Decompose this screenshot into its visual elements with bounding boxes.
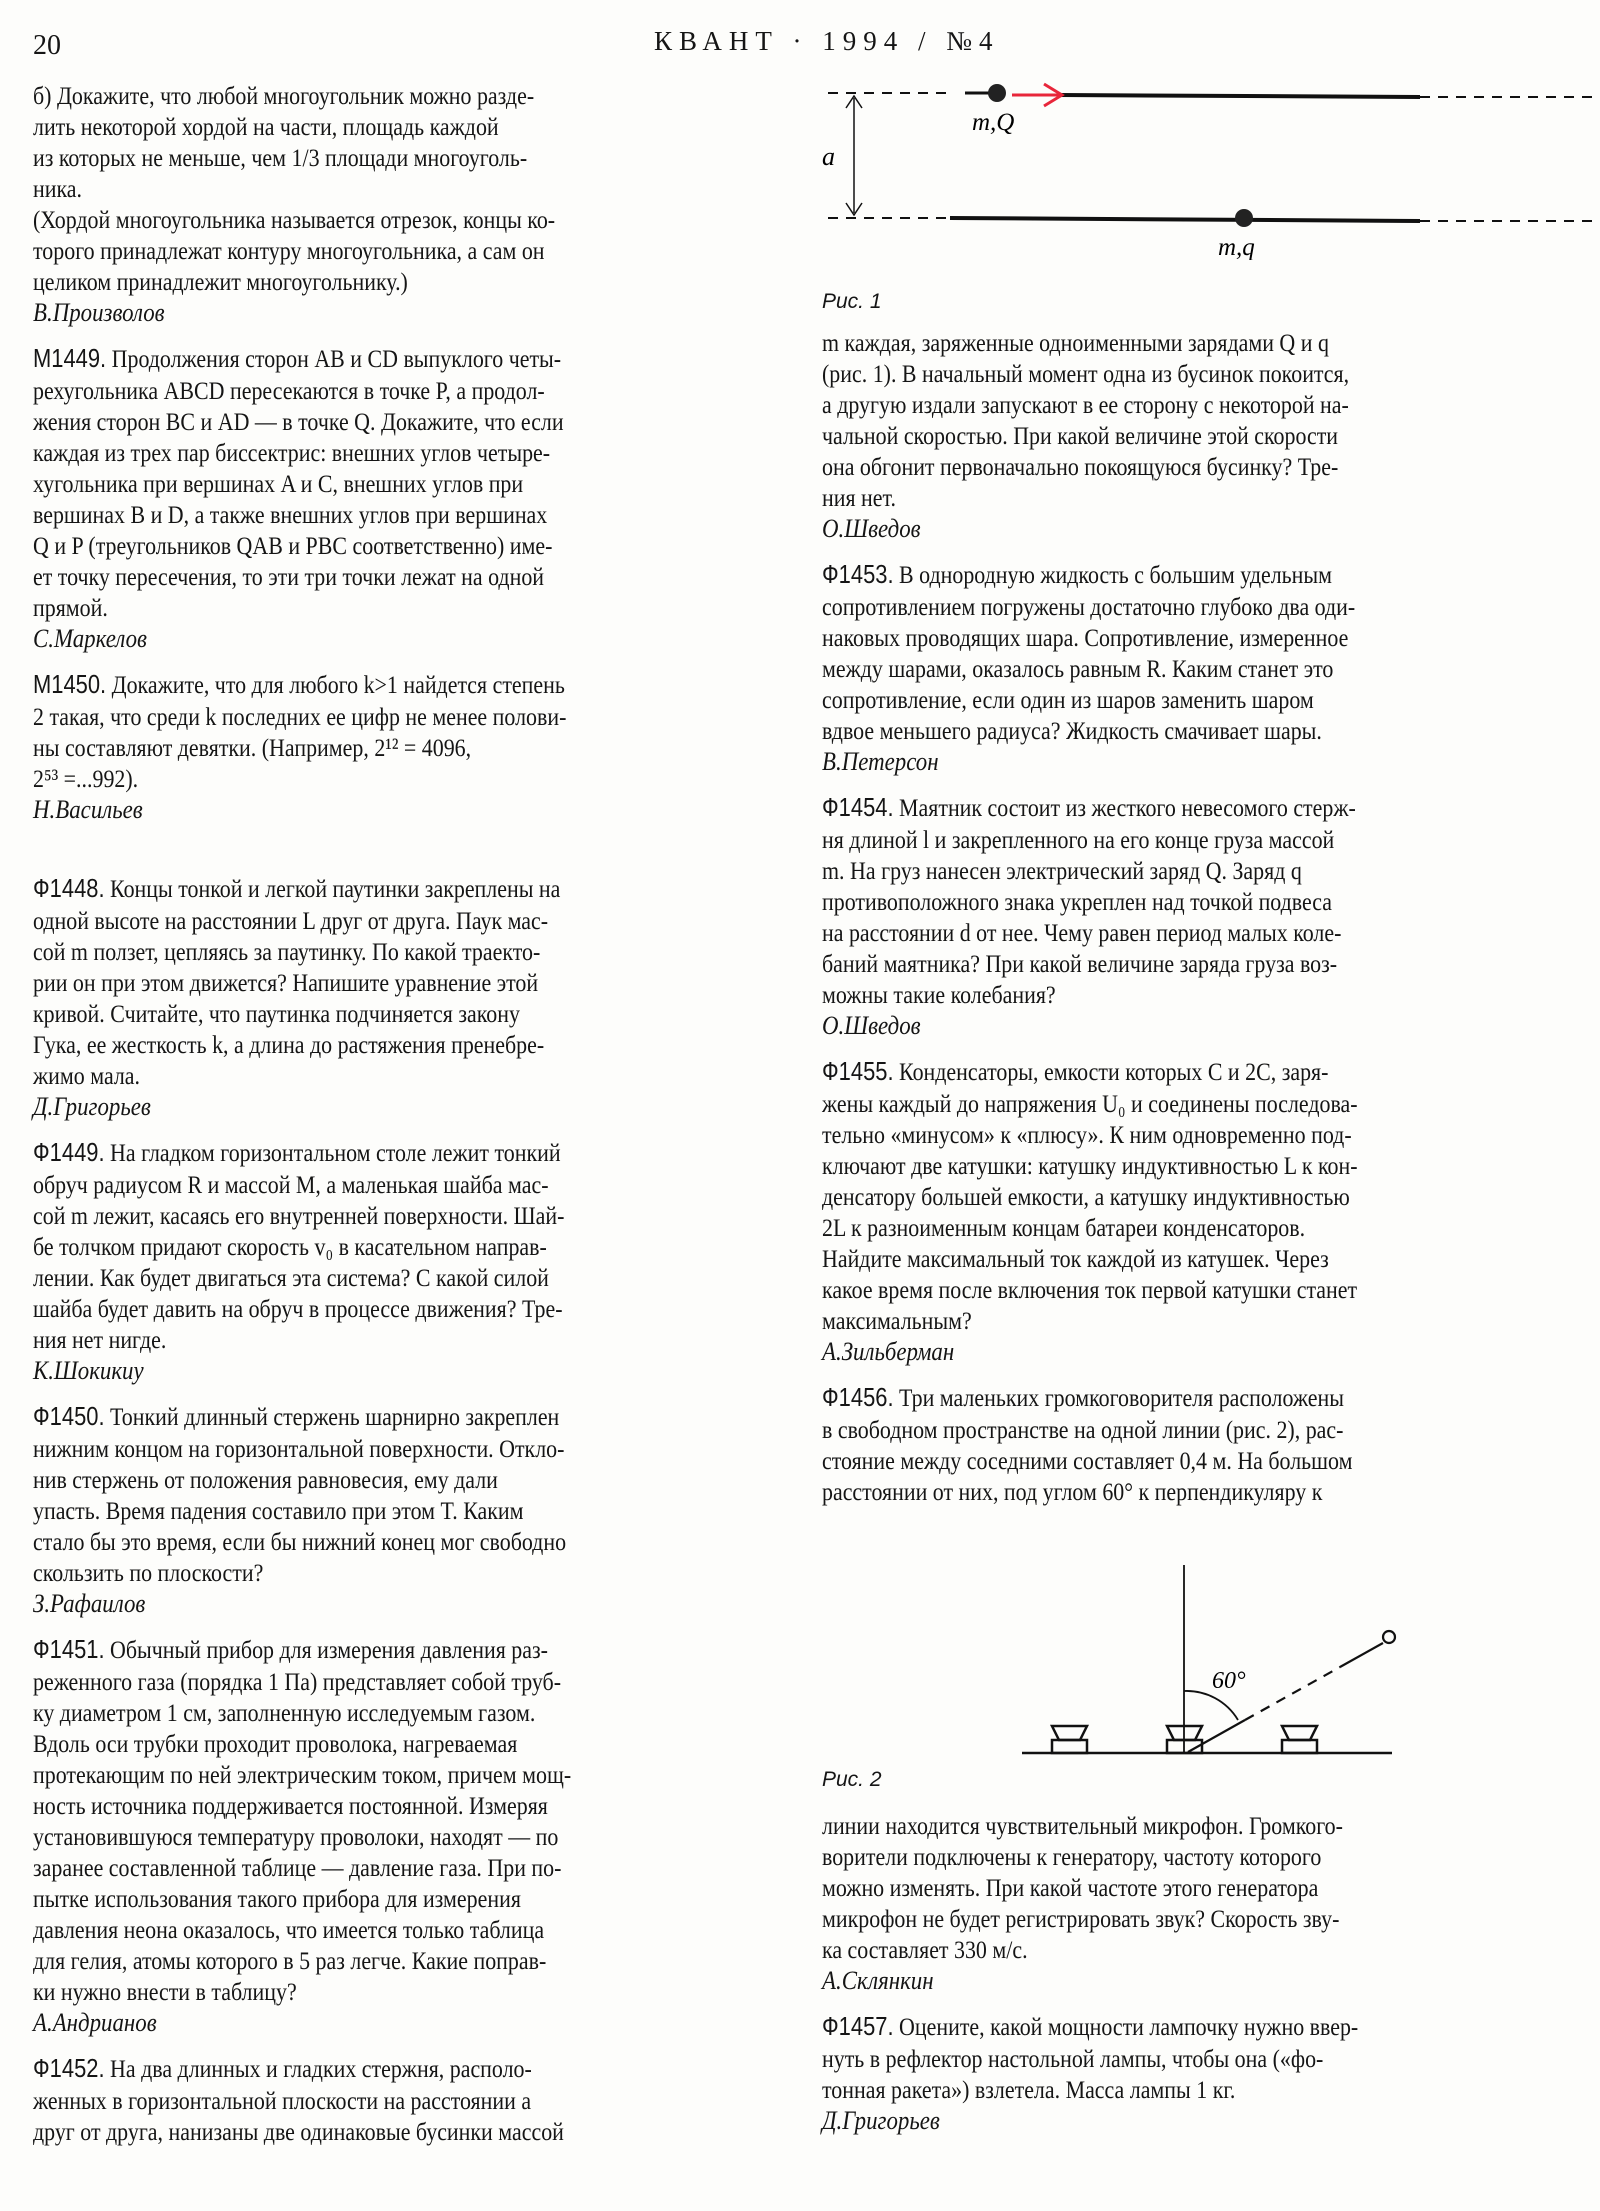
problem-block (822, 2011, 1582, 2136)
problem-text-line (33, 204, 791, 235)
problem-text-line (33, 1666, 791, 1697)
problem-block (822, 559, 1582, 777)
line-text: Маятник состоит из жесткого невесомого стерж- (893, 793, 1356, 822)
problem-text-line (33, 235, 791, 266)
problem-text-line (822, 1445, 1580, 1476)
problem-text-line (822, 653, 1580, 684)
problem-text-line (822, 358, 1580, 389)
problem-author: В.Петерсон (822, 747, 939, 776)
problem-text-line (33, 437, 791, 468)
line-text: тонная ракета») взлетела. Масса лампы 1 кг. (822, 2075, 1236, 2104)
problem-text-line (822, 1841, 1580, 1872)
line-text: б) Докажите, что любой многоугольник можно разде- (33, 81, 535, 110)
speaker-right-icon (1282, 1726, 1317, 1753)
problem-text-line (33, 1293, 791, 1324)
line-text: рии он при этом движется? Напишите уравнение этой (33, 968, 539, 997)
line-text: сой m ползет, цепляясь за паутинку. По какой траекто- (33, 937, 541, 966)
problem-text-line (822, 1243, 1580, 1274)
line-text: вершинах B и D, а также внешних углов при вершинах (33, 500, 548, 529)
problem-text-line (33, 873, 791, 905)
line-text: можны такие колебания? (822, 980, 1056, 1009)
line-text: линии находится чувствительный микрофон. Громкого- (822, 1811, 1343, 1840)
problem-text-line (33, 1852, 791, 1883)
line-text: нуть в рефлектор настольной лампы, чтобы она («фо- (822, 2044, 1324, 2073)
line-text: (рис. 1). В начальный момент одна из бусинок покоится, (822, 359, 1350, 388)
problem-text-line (33, 1976, 791, 2007)
problem-id: Ф1451. (33, 1636, 105, 1664)
problem-text-line (822, 622, 1580, 653)
problem-text-line (33, 1790, 791, 1821)
line-text: В однородную жидкость с большим удельным (893, 560, 1333, 589)
line-text: целиком принадлежит многоугольнику.) (33, 267, 408, 296)
line-text: Гука, ее жесткость k, а длина до растяжения пренебре- (33, 1030, 545, 1059)
problem-block (33, 1137, 793, 1386)
problem-text-line (33, 592, 791, 623)
line-text: чальной скоростью. При какой величине этой скорости (822, 421, 1339, 450)
bead-top-icon (988, 84, 1006, 102)
problem-text-line (33, 1169, 791, 1200)
problem-text-line (822, 420, 1580, 451)
problem-text-line (822, 1903, 1580, 1934)
line-text: пытке использования такого прибора для измерения (33, 1884, 521, 1913)
line-text: микрофон не будет регистрировать звук? Скорость зву- (822, 1904, 1340, 1933)
figure-1-caption: Рис. 1 (822, 290, 882, 313)
line-text: расстоянии от них, под углом 60° к перпендикуляру к (822, 1477, 1323, 1506)
line-text: баний маятника? При какой величине заряда груза воз- (822, 949, 1338, 978)
problem-text-line (822, 715, 1580, 746)
line-text: какое время после включения ток первой катушки станет (822, 1275, 1358, 1304)
line-text: нив стержень от положения равновесия, ему дали (33, 1465, 498, 1494)
problem-text-line (822, 1810, 1580, 1841)
problem-id: Ф1455. (822, 1058, 894, 1086)
problem-text-line (33, 1464, 791, 1495)
line-text: 2 такая, что среди k последних ее цифр не менее полови- (33, 702, 567, 731)
problem-text-line (822, 2043, 1580, 2074)
line-text: жения сторон BC и AD — в точке Q. Докажите, что если (33, 407, 564, 436)
problem-id: М1450. (33, 671, 107, 699)
problem-text-line (33, 530, 791, 561)
figure-2-caption: Рис. 2 (822, 1768, 882, 1791)
line-text: Оцените, какой мощности лампочку нужно ввер- (893, 2012, 1359, 2041)
problem-author: Д.Григорьев (822, 2106, 940, 2135)
problem-author: С.Маркелов (33, 624, 147, 653)
problem-text-line (33, 1526, 791, 1557)
problem-author: А.Андрианов (33, 2008, 157, 2037)
line-text: Обычный прибор для измерения давления раз- (104, 1635, 548, 1664)
line-text: жимо мала. (33, 1061, 141, 1090)
problem-text-line (33, 173, 791, 204)
line-text: m каждая, заряженные одноименными зарядами Q и q (822, 328, 1329, 357)
line-text: вдвое меньшего радиуса? Жидкость смачивает шары. (822, 716, 1322, 745)
problem-text-line (33, 905, 791, 936)
problem-author: В.Произволов (33, 298, 165, 327)
problem-text-line (33, 468, 791, 499)
problem-text-line (33, 266, 791, 297)
running-head: КВАНТ · 1994 / №4 (654, 26, 1000, 56)
line-text: ки нужно внести в таблицу? (33, 1977, 297, 2006)
problem-text-line (33, 1697, 791, 1728)
line-text: жены каждый до напряжения U₀ и соединены последова- (822, 1089, 1358, 1118)
problem-text-line (33, 499, 791, 530)
line-text: Q и P (треугольников QAB и PBC соответственно) име- (33, 531, 553, 560)
speaker-left-icon (1052, 1726, 1087, 1753)
bead-bottom-icon (1235, 209, 1253, 227)
bead-top-label: m,Q (972, 109, 1015, 136)
problem-text-line (33, 998, 791, 1029)
problem-block (822, 1382, 1582, 1507)
bead-bottom-label: m,q (1218, 234, 1255, 260)
problem-text-line (33, 669, 791, 701)
problem-block (33, 1401, 793, 1619)
problem-text-line (822, 948, 1580, 979)
problem-text-line (33, 1231, 791, 1262)
line-text: упасть. Время падения составило при этом T. Каким (33, 1496, 524, 1525)
problem-author: А.Склянкин (822, 1966, 934, 1995)
line-text: (Хордой многоугольника называется отрезок, концы ко- (33, 205, 556, 234)
problem-text-line (33, 1324, 791, 1355)
problem-block (33, 873, 793, 1122)
line-text: Конденсаторы, емкости которых C и 2C, заря- (893, 1057, 1329, 1086)
problem-text-line (822, 591, 1580, 622)
problem-text-line (33, 732, 791, 763)
line-text: ключают две катушки: катушку индуктивностью L к кон- (822, 1151, 1358, 1180)
problem-id: Ф1449. (33, 1139, 105, 1167)
line-text: тельно «минусом» к «плюсу». К ним одновременно под- (822, 1120, 1352, 1149)
line-text: обруч радиусом R и массой M, а маленькая шайба мас- (33, 1170, 549, 1199)
problem-text-line (822, 1274, 1580, 1305)
problem-block (822, 1056, 1582, 1367)
problem-text-line (33, 1495, 791, 1526)
line-text: денсатору большей емкости, а катушку индуктивностью (822, 1182, 1350, 1211)
problem-text-line (33, 1914, 791, 1945)
problem-text-line (822, 1088, 1580, 1119)
problem-text-line (33, 1883, 791, 1914)
line-text: Три маленьких громкоговорителя расположены (893, 1383, 1344, 1412)
problem-author: А.Зильберман (822, 1337, 955, 1366)
line-text: каждая из трех пар биссектрис: внешних углов четыре- (33, 438, 551, 467)
line-text: Тонкий длинный стержень шарнирно закреплен (104, 1402, 560, 1431)
line-text: между шарами, оказалось равным R. Каким станет это (822, 654, 1334, 683)
line-text: можно изменять. При какой частоте этого генератора (822, 1873, 1319, 1902)
line-text: ня длиной l и закрепленного на его конце груза массой (822, 825, 1335, 854)
problem-text-line (33, 1945, 791, 1976)
line-text: в свободном пространстве на одной линии (рис. 2), рас- (822, 1415, 1344, 1444)
line-text: протекающим по ней электрическим током, причем мощ- (33, 1760, 572, 1789)
line-text: Вдоль оси трубки проходит проволока, нагреваемая (33, 1729, 518, 1758)
line-text: сопротивлением погружены достаточно глубоко два оди- (822, 592, 1356, 621)
line-text: прямой. (33, 593, 108, 622)
line-text: ность источника поддерживается постоянной. Измеряя (33, 1791, 548, 1820)
problem-id: Ф1457. (822, 2013, 894, 2041)
microphone-icon (1383, 1631, 1395, 1643)
angle-label: 60° (1212, 1668, 1246, 1694)
line-text: стало бы это время, если бы нижний конец мог свободно (33, 1527, 567, 1556)
problem-text-line (33, 1029, 791, 1060)
line-text: реженного газа (порядка 1 Па) представляет собой труб- (33, 1667, 562, 1696)
problem-block (822, 1810, 1582, 1996)
problem-text-line (33, 142, 791, 173)
problem-block (33, 80, 793, 328)
problem-text-line (822, 1476, 1580, 1507)
line-text: ворители подключены к генератору, частоту которого (822, 1842, 1322, 1871)
problem-id: Ф1456. (822, 1384, 894, 1412)
problem-text-line (33, 1821, 791, 1852)
problem-text-line (822, 2011, 1580, 2043)
problem-text-line (822, 1181, 1580, 1212)
problem-text-line (822, 1414, 1580, 1445)
problem-text-line (822, 979, 1580, 1010)
problem-text-line (33, 80, 791, 111)
problem-text-line (822, 917, 1580, 948)
problem-text-line (822, 1150, 1580, 1181)
problem-text-line (822, 1934, 1580, 1965)
line-text: торого принадлежат контуру многоугольника, а сам он (33, 236, 545, 265)
line-text: ку диаметром 1 см, заполненную исследуемым газом. (33, 1698, 536, 1727)
problem-text-line (33, 936, 791, 967)
line-text: m. На груз нанесен электрический заряд Q. Заряд q (822, 856, 1302, 885)
line-text: На гладком горизонтальном столе лежит тонкий (104, 1138, 561, 1167)
problem-id: Ф1450. (33, 1403, 105, 1431)
left-column (33, 80, 793, 2162)
problem-text-line (822, 389, 1580, 420)
problem-id: Ф1452. (33, 2055, 105, 2083)
problem-block (822, 792, 1582, 1041)
line-text: хугольника при вершинах A и C, внешних углов при (33, 469, 524, 498)
problem-block (33, 2053, 793, 2147)
problem-text-line (33, 111, 791, 142)
problem-text-line (33, 1433, 791, 1464)
problem-author: З.Рафаилов (33, 1589, 146, 1618)
distance-label: a (822, 142, 835, 171)
line-text: сой m лежит, касаясь его внутренней поверхности. Шай- (33, 1201, 565, 1230)
problem-text-line (33, 1759, 791, 1790)
problem-text-line (33, 1557, 791, 1588)
line-text: кривой. Считайте, что паутинка подчиняется закону (33, 999, 520, 1028)
line-text: ния нет. (822, 483, 896, 512)
figure-1-beads-on-rods (800, 60, 1600, 260)
page-number: 20 (33, 30, 61, 61)
line-text: рехугольника ABCD пересекаются в точке P, а продол- (33, 376, 545, 405)
line-text: лить некоторой хордой на части, площадь каждой (33, 112, 499, 141)
line-text: максимальным? (822, 1306, 972, 1335)
problem-text-line (822, 684, 1580, 715)
problem-author: Д.Григорьев (33, 1092, 151, 1121)
problem-text-line (822, 1872, 1580, 1903)
line-text: ны составляют девятки. (Например, 2¹² = 4096, (33, 733, 472, 762)
line-text: давления неона оказалось, что имеется только таблица (33, 1915, 545, 1944)
problem-text-line (33, 1728, 791, 1759)
right-column-continued (822, 1810, 1582, 2151)
problem-block (33, 1634, 793, 2038)
problem-text-line (822, 792, 1580, 824)
problem-id: М1449. (33, 345, 107, 373)
line-text: одной высоте на расстоянии L друг от друга. Паук мас- (33, 906, 549, 935)
problem-block (33, 343, 793, 654)
line-text: наковых проводящих шара. Сопротивление, измеренное (822, 623, 1349, 652)
problem-text-line (33, 763, 791, 794)
line-text: нижним концом на горизонтальной поверхности. Откло- (33, 1434, 565, 1463)
problem-text-line (33, 343, 791, 375)
line-text: друг от друга, нанизаны две одинаковые бусинки массой (33, 2117, 564, 2146)
line-text: скользить по плоскости? (33, 1558, 264, 1587)
problem-text-line (33, 2053, 791, 2085)
velocity-arrow-icon (1012, 84, 1062, 106)
line-text: ния нет нигде. (33, 1325, 167, 1354)
figure-2-loudspeakers (1000, 1540, 1400, 1770)
problem-author: О.Шведов (822, 514, 921, 543)
line-text: бе толчком придают скорость v₀ в касательном направ- (33, 1232, 547, 1261)
problem-author: Н.Васильев (33, 795, 143, 824)
line-text: она обгонит первоначально покоящуюся бусинку? Тре- (822, 452, 1339, 481)
line-text: женных в горизонтальной плоскости на расстоянии a (33, 2086, 532, 2115)
line-text: стояние между соседними составляет 0,4 м. На большом (822, 1446, 1353, 1475)
line-text: 2L к разноименным концам батареи конденсаторов. (822, 1213, 1306, 1242)
line-text: установившуюся температуру проволоки, находят — по (33, 1822, 559, 1851)
problem-text-line (33, 375, 791, 406)
problem-text-line (33, 967, 791, 998)
problem-id: Ф1453. (822, 561, 894, 589)
problem-block (33, 669, 793, 825)
line-text: противоположного знака укреплен над точкой подвеса (822, 887, 1333, 916)
line-text: ет точку пересечения, то эти три точки лежат на одной (33, 562, 545, 591)
line-text: а другую издали запускают в ее сторону с некоторой на- (822, 390, 1349, 419)
problem-text-line (822, 1212, 1580, 1243)
problem-text-line (33, 1634, 791, 1666)
problem-text-line (33, 1137, 791, 1169)
problem-text-line (33, 2116, 791, 2147)
problem-text-line (822, 886, 1580, 917)
line-text: Концы тонкой и легкой паутинки закреплены на (104, 874, 561, 903)
problem-text-line (33, 1060, 791, 1091)
problem-text-line (822, 559, 1580, 591)
line-text: для гелия, атомы которого в 5 раз легче. Какие поправ- (33, 1946, 547, 1975)
problem-text-line (822, 824, 1580, 855)
problem-text-line (822, 1056, 1580, 1088)
problem-text-line (822, 1382, 1580, 1414)
right-column (822, 327, 1582, 1522)
problem-text-line (33, 1200, 791, 1231)
line-text: на расстоянии d от нее. Чему равен период малых коле- (822, 918, 1342, 947)
line-text: Найдите максимальный ток каждой из катушек. Через (822, 1244, 1329, 1273)
problem-id: Ф1448. (33, 875, 105, 903)
line-text: шайба будет давить на обруч в процессе движения? Тре- (33, 1294, 563, 1323)
line-text: Докажите, что для любого k>1 найдется степень (106, 670, 565, 699)
line-text: сопротивление, если один из шаров заменить шаром (822, 685, 1314, 714)
problem-text-line (822, 855, 1580, 886)
line-text: На два длинных и гладких стержня, располо- (104, 2054, 532, 2083)
problem-text-line (822, 482, 1580, 513)
problem-text-line (822, 451, 1580, 482)
problem-author: К.Шокикиу (33, 1356, 144, 1385)
line-text: 2⁵³ =...992). (33, 764, 139, 793)
line-text: Продолжения сторон AB и CD выпуклого четы- (106, 344, 562, 373)
problem-text-line (33, 2085, 791, 2116)
line-text: ника. (33, 174, 83, 203)
problem-text-line (33, 1262, 791, 1293)
line-text: лении. Как будет двигаться эта система? С какой силой (33, 1263, 549, 1292)
line-text: ка составляет 330 м/с. (822, 1935, 1028, 1964)
line-text: из которых не меньше, чем 1/3 площади многоуголь- (33, 143, 528, 172)
problem-text-line (33, 406, 791, 437)
problem-text-line (822, 327, 1580, 358)
problem-block (822, 327, 1582, 544)
problem-text-line (822, 1305, 1580, 1336)
problem-id: Ф1454. (822, 794, 894, 822)
line-text: заранее составленной таблице — давление газа. При по- (33, 1853, 562, 1882)
problem-author: О.Шведов (822, 1011, 921, 1040)
problem-text-line (822, 2074, 1580, 2105)
problem-text-line (33, 561, 791, 592)
problem-text-line (822, 1119, 1580, 1150)
problem-text-line (33, 1401, 791, 1433)
problem-text-line (33, 701, 791, 732)
